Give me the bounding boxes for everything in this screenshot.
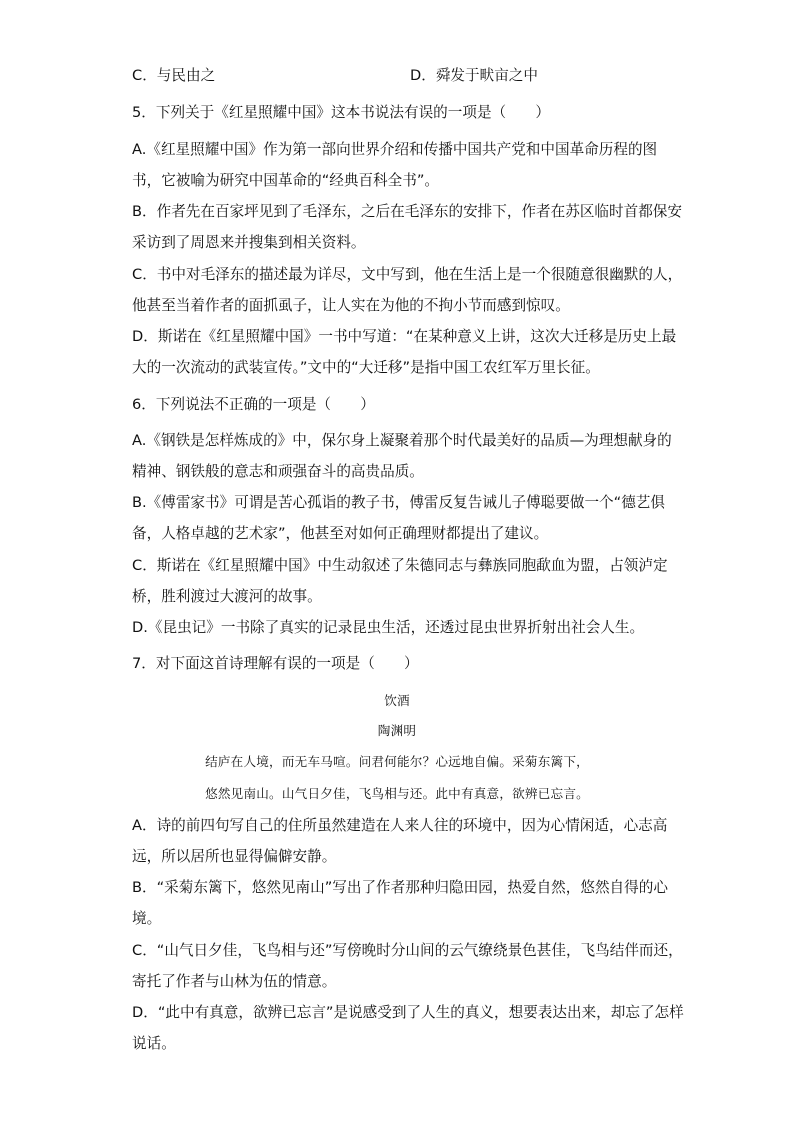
q7-option-c-line2: 寄托了作者与山林为伍的情意。 [132, 973, 337, 990]
q4-option-d: D．舜发于畎亩之中 [410, 67, 538, 84]
q5-stem: 5．下列关于《红星照耀中国》这本书说法有误的一项是（ ） [132, 104, 550, 121]
q5-option-c-line1: C．书中对毛泽东的描述最为详尽，文中写到，他在生活上是一个很随意很幽默的人， [132, 266, 683, 283]
q6-option-b-line2: 备，人格卓越的艺术家”，他甚至对如何正确理财都提出了建议。 [132, 525, 549, 542]
q5-option-a-line1: A.《红星照耀中国》作为第一部向世界介绍和传播中国共产党和中国革命历程的图 [132, 141, 658, 158]
q7-stem: 7．对下面这首诗理解有误的一项是（ ） [132, 655, 419, 672]
poem-author: 陶渊明 [377, 723, 417, 738]
q5-option-d-line2: 大的一次流动的武装宣传。”文中的“大迁移”是指中国工农红军万里长征。 [132, 359, 600, 376]
q7-option-d-line1: D．“此中有真意，欲辨已忘言”是说感受到了人生的真义，想要表达出来，却忘了怎样 [132, 1004, 684, 1021]
q7-option-b-line2: 境。 [132, 910, 162, 927]
q5-option-d-line1: D．斯诺在《红星照耀中国》一书中写道：“在某种意义上讲，这次大迁移是历史上最 [132, 328, 677, 345]
poem-line-1: 结庐在人境，而无车马喧。问君何能尔？心远地自偏。采菊东篱下， [205, 754, 589, 769]
poem-line-2: 悠然见南山。山气日夕佳，飞鸟相与还。此中有真意，欲辨已忘言。 [205, 786, 589, 801]
q7-option-b-line1: B．“采菊东篱下，悠然见南山”写出了作者那种归隐田园，热爱自然，悠然自得的心 [132, 879, 668, 896]
q6-stem: 6．下列说法不正确的一项是（ ） [132, 396, 375, 413]
q4-option-c: C．与民由之 [132, 67, 216, 84]
q7-option-a-line2: 远，所以居所也显得偏僻安静。 [132, 848, 337, 865]
q5-option-a-line2: 书，它被喻为研究中国革命的“经典百科全书”。 [132, 172, 439, 189]
q7-option-a-line1: A．诗的前四句写自己的住所虽然建造在人来人往的环境中，因为心情闲适，心志高 [132, 817, 668, 834]
q5-option-c-line2: 他甚至当着作者的面抓虱子，让人实在为他的不拘小节而感到惊叹。 [132, 297, 570, 314]
q7-option-d-line2: 说话。 [132, 1035, 176, 1052]
q6-option-c-line2: 桥，胜利渡过大渡河的故事。 [132, 588, 322, 605]
q6-option-d-line1: D.《昆虫记》一书除了真实的记录昆虫生活，还透过昆虫世界折射出社会人生。 [132, 619, 645, 636]
q5-option-b-line2: 采访到了周恩来并搜集到相关资料。 [132, 234, 366, 251]
q7-option-c-line1: C．“山气日夕佳，飞鸟相与还”写傍晚时分山间的云气缭绕景色甚佳，飞鸟结伴而还， [132, 942, 683, 959]
q6-option-c-line1: C．斯诺在《红星照耀中国》中生动叙述了朱德同志与彝族同胞歃血为盟，占领泸定 [132, 557, 668, 574]
poem-title: 饮酒 [384, 693, 410, 708]
q6-option-a-line1: A.《钢铁是怎样炼成的》中，保尔身上凝聚着那个时代最美好的品质—为理想献身的 [132, 432, 672, 449]
q6-option-a-line2: 精神、钢铁般的意志和顽强奋斗的高贵品质。 [132, 463, 424, 480]
q5-option-b-line1: B．作者先在百家坪见到了毛泽东，之后在毛泽东的安排下，作者在苏区临时首都保安 [132, 203, 682, 220]
q6-option-b-line1: B.《傅雷家书》可谓是苦心孤诣的教子书，傅雷反复告诫儿子傅聪要做一个“德艺俱 [132, 494, 665, 511]
